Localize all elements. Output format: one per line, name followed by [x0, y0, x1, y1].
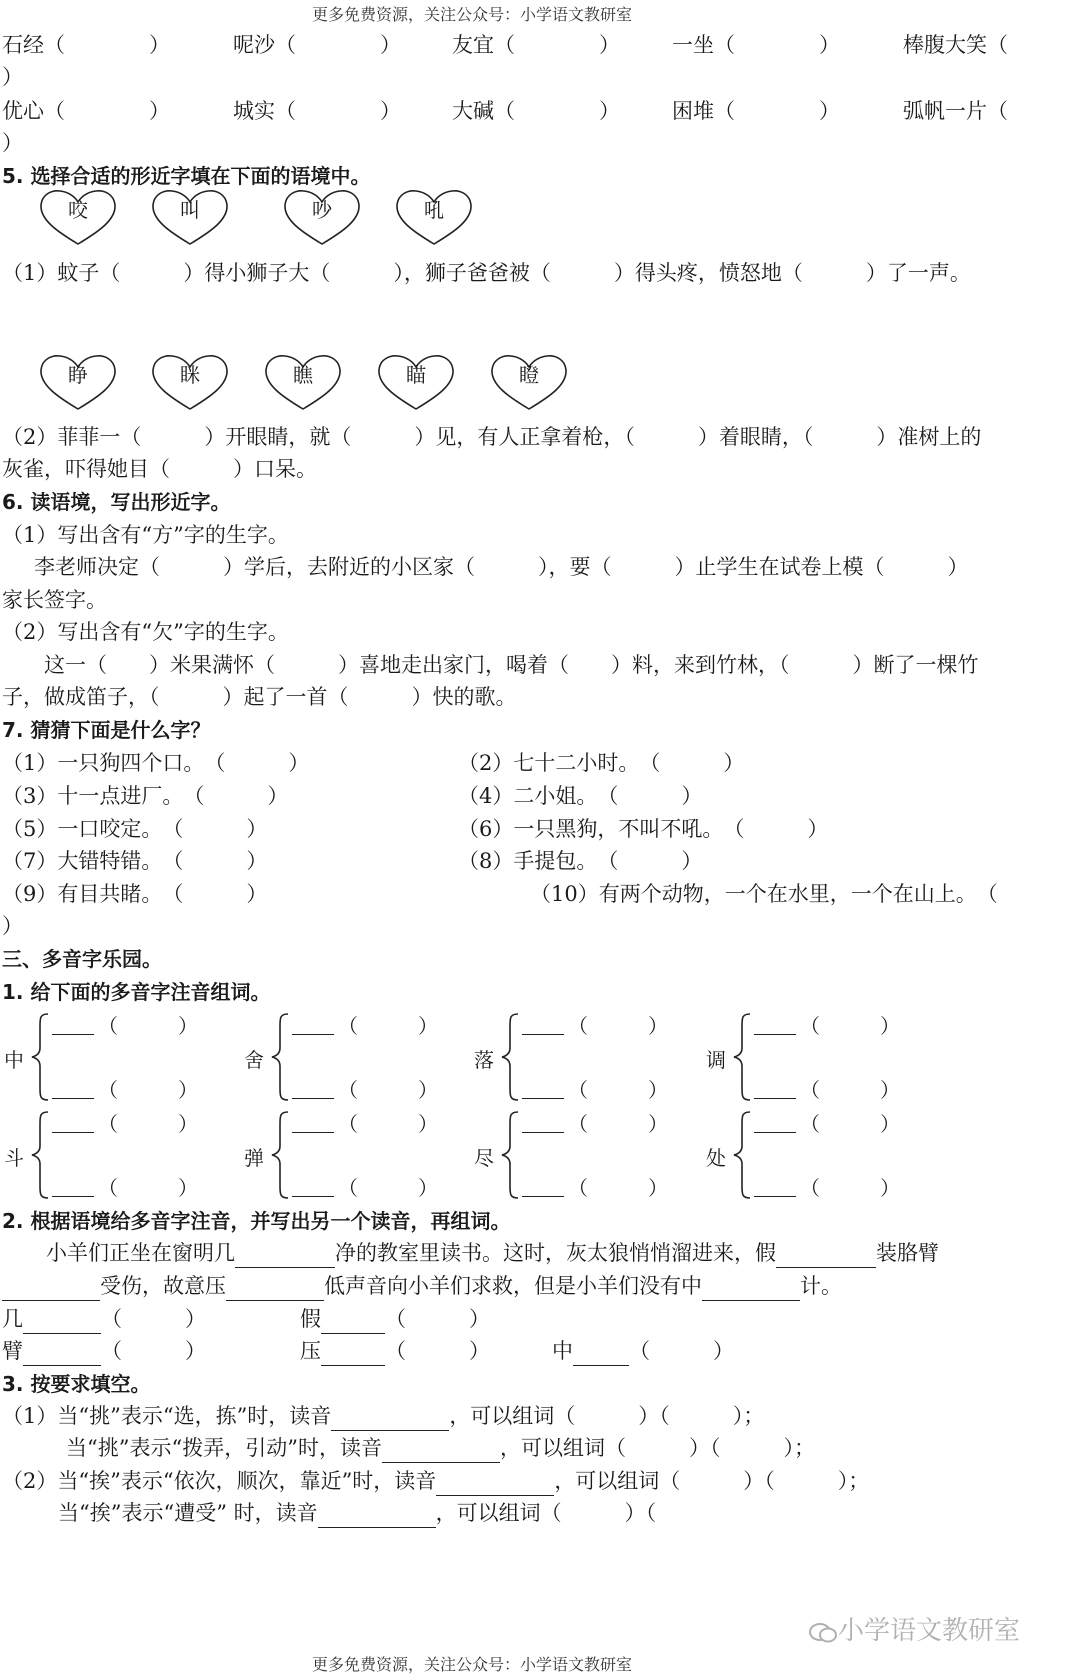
- word-paren[interactable]: （ ）: [98, 1176, 198, 1200]
- q7-title: 7. 猜猜下面是什么字？: [2, 718, 211, 742]
- poly-char: 弹: [244, 1146, 264, 1170]
- heart-shape: [150, 188, 230, 248]
- q5-title: 5. 选择合适的形近字填在下面的语境中。: [2, 164, 371, 188]
- word-item: 弧帆一片（: [903, 99, 1008, 123]
- pinyin-fill-item: [2, 1336, 206, 1366]
- heart-shape: [394, 188, 474, 248]
- fill-blank[interactable]: [573, 1343, 629, 1366]
- word-paren[interactable]: （ ）: [800, 1112, 900, 1136]
- riddle-item: （1）一只狗四个口。 （ ）: [2, 751, 310, 775]
- riddle-item: （4）二小姐。 （ ）: [458, 784, 703, 808]
- q3-text: 当“挨”表示“遭受” 时，读音: [58, 1501, 318, 1525]
- section-3-title: 三、多音字乐园。: [2, 947, 162, 971]
- word-paren[interactable]: （ ）: [338, 1112, 438, 1136]
- riddle-item: （9）有目共睹。 （ ）: [2, 882, 268, 906]
- q6-line1: 李老师决定（ ）学后，去附近的小区家（ ），要（ ）止学生在试卷上模（ ）: [34, 555, 969, 579]
- word-item: 大碱（ ）: [452, 99, 620, 123]
- fill-blank[interactable]: [776, 1245, 876, 1268]
- pinyin-blank[interactable]: [754, 1034, 796, 1035]
- fill-blank[interactable]: [23, 1343, 101, 1366]
- word-paren[interactable]: （ ）: [98, 1014, 198, 1038]
- pinyin-blank[interactable]: [754, 1196, 796, 1197]
- poly-char: 几: [2, 1307, 23, 1331]
- passage-text: 低声音向小羊们求救，但是小羊们没有中: [324, 1274, 702, 1298]
- heart-shape: [150, 353, 230, 413]
- paren: （ ）: [629, 1339, 734, 1363]
- q3-text: ，可以组词（ ）（ ）；: [499, 1436, 815, 1460]
- heart-shape: [282, 188, 362, 248]
- heart-char: 咬: [68, 198, 88, 222]
- heart-char: 吵: [312, 198, 332, 222]
- pinyin-blank[interactable]: [52, 1034, 94, 1035]
- q5-sentence-2b: 灰雀，吓得她目（ ）口呆。: [2, 457, 317, 481]
- word-item: 城实（ ）: [233, 99, 401, 123]
- q6-sub2: （2）写出含有“欠”字的生字。: [2, 620, 289, 644]
- word-paren[interactable]: （ ）: [568, 1112, 668, 1136]
- q6-title: 6. 读语境，写出形近字。: [2, 490, 231, 514]
- fill-blank[interactable]: [318, 1505, 436, 1528]
- riddle-item: （6）一只黑狗，不叫不吼。 （ ）: [458, 817, 829, 841]
- q5-sentence-1: （1）蚊子（ ）得小狮子大（ ），狮子爸爸被（ ）得头疼，愤怒地（ ）了一声。: [2, 261, 971, 285]
- heart-char: 瞄: [406, 363, 426, 387]
- fill-blank[interactable]: [2, 1278, 100, 1301]
- brace-icon: [270, 1012, 290, 1106]
- s3-passage-line1: [46, 1238, 939, 1268]
- riddle-item: （5）一口咬定。 （ ）: [2, 817, 268, 841]
- riddle-item: （8）手提包。 （ ）: [458, 849, 703, 873]
- heart-char: 叫: [180, 198, 200, 222]
- heart-char: 瞪: [519, 363, 539, 387]
- word-paren[interactable]: （ ）: [568, 1078, 668, 1102]
- fill-blank[interactable]: [23, 1311, 101, 1334]
- pinyin-blank[interactable]: [52, 1196, 94, 1197]
- passage-text: 净的教室里读书。这时，灰太狼悄悄溜进来，假: [335, 1241, 776, 1265]
- s3-q3-title: 3. 按要求填空。: [2, 1372, 151, 1396]
- pinyin-blank[interactable]: [292, 1132, 334, 1133]
- pinyin-blank[interactable]: [522, 1196, 564, 1197]
- q3-text: （2）当“挨”表示“依次，顺次，靠近”时，读音: [2, 1469, 437, 1493]
- pinyin-blank[interactable]: [292, 1034, 334, 1035]
- pinyin-blank[interactable]: [522, 1132, 564, 1133]
- poly-char: 落: [474, 1048, 494, 1072]
- riddle-item: （10）有两个动物，一个在水里，一个在山上。 （: [530, 882, 998, 906]
- fill-blank[interactable]: [321, 1343, 385, 1366]
- word-paren[interactable]: （ ）: [800, 1176, 900, 1200]
- q6-sub1: （1）写出含有“方”字的生字。: [2, 523, 289, 547]
- heart-char: 吼: [424, 198, 444, 222]
- heart-char: 眯: [180, 363, 200, 387]
- pinyin-fill-item: [300, 1336, 490, 1366]
- heart-shape: [489, 353, 569, 413]
- q3-line: [2, 1466, 869, 1496]
- pinyin-fill-item: [2, 1304, 206, 1334]
- fill-blank[interactable]: [382, 1440, 500, 1463]
- pinyin-fill-item: [300, 1304, 490, 1334]
- pinyin-blank[interactable]: [522, 1098, 564, 1099]
- fill-blank[interactable]: [436, 1473, 554, 1496]
- word-paren[interactable]: （ ）: [800, 1014, 900, 1038]
- paren: （ ）: [385, 1339, 490, 1363]
- fill-blank[interactable]: [321, 1311, 385, 1334]
- page-header: 更多免费资源，关注公众号：小学语文教研室: [312, 5, 633, 24]
- heart-shape: [38, 188, 118, 248]
- paren: （ ）: [101, 1307, 206, 1331]
- poly-char: 处: [706, 1146, 726, 1170]
- word-paren[interactable]: （ ）: [98, 1112, 198, 1136]
- page-footer: 更多免费资源，关注公众号：小学语文教研室: [312, 1655, 633, 1674]
- riddle-item: （3）十一点进厂。 （ ）: [2, 784, 289, 808]
- brace-icon: [500, 1012, 520, 1106]
- word-paren[interactable]: （ ）: [568, 1176, 668, 1200]
- passage-text: 受伤，故意压: [100, 1274, 226, 1298]
- q6-line2b: 子，做成笛子，（ ）起了一首（ ）快的歌。: [2, 685, 517, 709]
- passage-text: 装胳臂: [876, 1241, 939, 1265]
- word-item: 困堆（ ）: [672, 99, 840, 123]
- word-item: 友宜（ ）: [452, 33, 620, 57]
- wechat-icon: [808, 1621, 838, 1643]
- q3-text: （1）当“挑”表示“选，拣”时，读音: [2, 1404, 332, 1428]
- poly-char: 中: [4, 1048, 24, 1072]
- s3-passage-line2: [2, 1271, 842, 1301]
- pinyin-blank[interactable]: [754, 1132, 796, 1133]
- word-item: 棒腹大笑（: [903, 33, 1008, 57]
- pinyin-blank[interactable]: [522, 1034, 564, 1035]
- word-item-tail: ）: [2, 131, 23, 155]
- brace-icon: [732, 1110, 752, 1204]
- q3-text: ，可以组词（ ）（ ）；: [554, 1469, 870, 1493]
- word-item: 一坐（ ）: [672, 33, 840, 57]
- passage-text: 小羊们正坐在窗明几: [46, 1241, 235, 1265]
- heart-shape: [263, 353, 343, 413]
- s3-q1-title: 1. 给下面的多音字注音组词。: [2, 980, 271, 1004]
- pinyin-blank[interactable]: [292, 1196, 334, 1197]
- pinyin-blank[interactable]: [52, 1132, 94, 1133]
- riddle-tail: ）: [2, 914, 23, 938]
- s3-q2-title: 2. 根据语境给多音字注音，并写出另一个读音，再组词。: [2, 1209, 511, 1233]
- word-paren[interactable]: （ ）: [98, 1078, 198, 1102]
- paren: （ ）: [101, 1339, 206, 1363]
- word-paren[interactable]: （ ）: [338, 1014, 438, 1038]
- brace-icon: [270, 1110, 290, 1204]
- word-paren[interactable]: （ ）: [568, 1014, 668, 1038]
- poly-char: 中: [552, 1339, 573, 1363]
- riddle-item: （7）大错特错。 （ ）: [2, 849, 268, 873]
- heart-char: 瞧: [293, 363, 313, 387]
- passage-text: 计。: [800, 1274, 842, 1298]
- riddle-item: （2）七十二小时。 （ ）: [458, 751, 745, 775]
- q6-line2: 这一（ ）米果满怀（ ）喜地走出家门，喝着（ ）料，来到竹林，（ ）断了一棵竹: [44, 653, 979, 677]
- q3-text: ，可以组词（ ）（: [435, 1501, 657, 1525]
- pinyin-blank[interactable]: [52, 1098, 94, 1099]
- word-paren[interactable]: （ ）: [800, 1078, 900, 1102]
- fill-blank[interactable]: [702, 1278, 800, 1301]
- poly-char: 臂: [2, 1339, 23, 1363]
- q3-text: 当“挑”表示“拨弄，引动”时，读音: [66, 1436, 382, 1460]
- q3-line: [58, 1498, 656, 1528]
- heart-shape: [38, 353, 118, 413]
- poly-char: 调: [706, 1048, 726, 1072]
- pinyin-blank[interactable]: [292, 1098, 334, 1099]
- heart-char: 睁: [68, 363, 88, 387]
- fill-blank[interactable]: [226, 1278, 324, 1301]
- pinyin-fill-item: [552, 1336, 734, 1366]
- watermark-text: 小学语文教研室: [838, 1616, 1021, 1646]
- heart-shape: [376, 353, 456, 413]
- pinyin-blank[interactable]: [754, 1098, 796, 1099]
- word-item: 石经（ ）: [2, 33, 170, 57]
- word-item: 呢沙（ ）: [233, 33, 401, 57]
- q3-line: [66, 1433, 815, 1463]
- poly-char: 舍: [244, 1048, 264, 1072]
- brace-icon: [30, 1110, 50, 1204]
- watermark: [808, 1610, 1020, 1647]
- word-item-tail: ）: [2, 65, 23, 89]
- q6-line1b: 家长签字。: [2, 588, 107, 612]
- fill-blank[interactable]: [331, 1408, 449, 1431]
- poly-char: 斗: [4, 1146, 24, 1170]
- brace-icon: [732, 1012, 752, 1106]
- fill-blank[interactable]: [235, 1245, 335, 1268]
- q3-text: ，可以组词（ ）（ ）；: [449, 1404, 765, 1428]
- q3-line: [2, 1401, 764, 1431]
- poly-char: 假: [300, 1307, 321, 1331]
- poly-char: 尽: [474, 1146, 494, 1170]
- word-paren[interactable]: （ ）: [338, 1176, 438, 1200]
- brace-icon: [30, 1012, 50, 1106]
- brace-icon: [500, 1110, 520, 1204]
- word-paren[interactable]: （ ）: [338, 1078, 438, 1102]
- word-item: 优心（ ）: [2, 99, 170, 123]
- q5-sentence-2a: （2）菲菲一（ ）开眼睛，就（ ）见，有人正拿着枪，（ ）着眼睛，（ ）准树上的: [2, 425, 982, 449]
- paren: （ ）: [385, 1307, 490, 1331]
- poly-char: 压: [300, 1339, 321, 1363]
